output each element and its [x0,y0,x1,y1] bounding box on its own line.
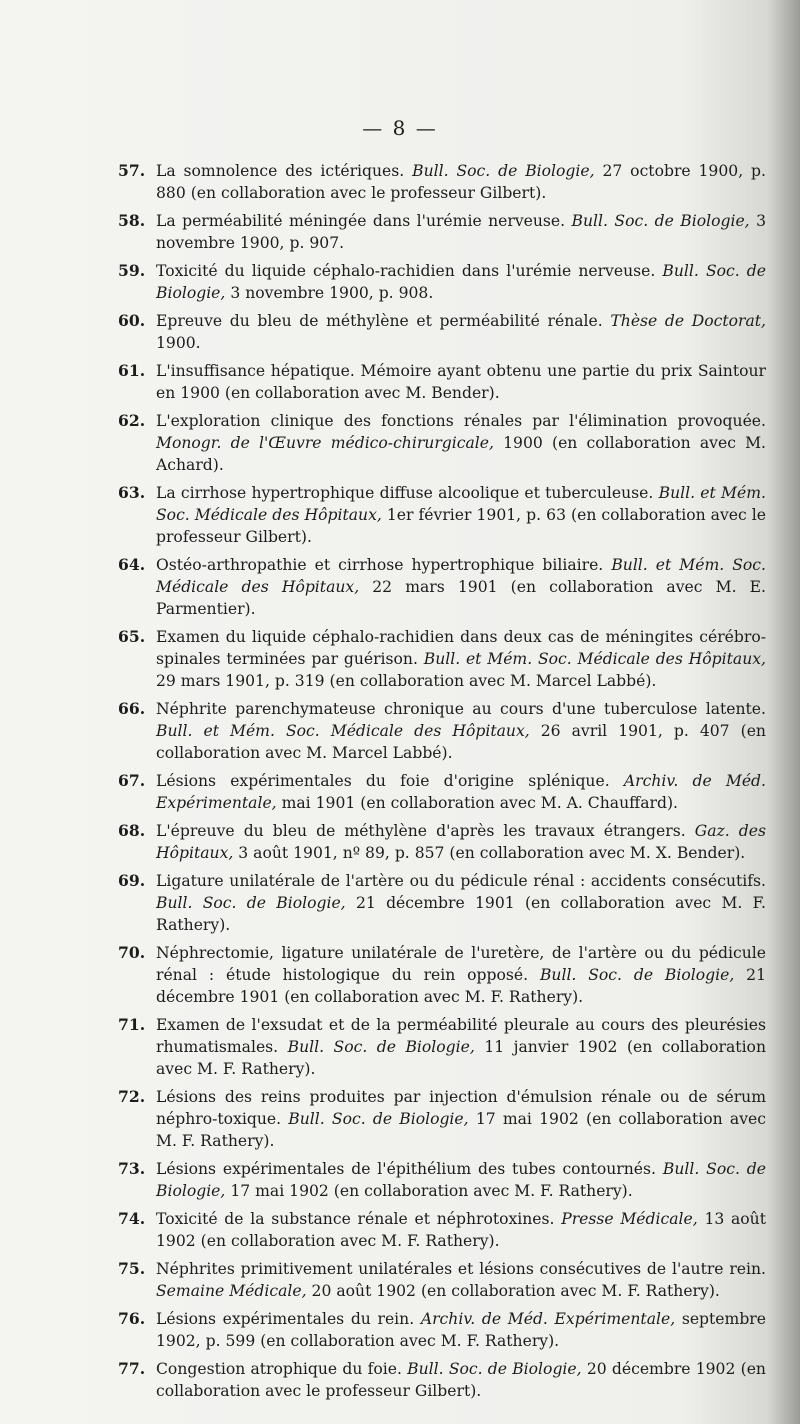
entry-number: 77. [118,1359,146,1378]
entry-number: 66. [118,699,146,718]
entry-details: 3 novembre 1900, p. 907. [156,212,766,252]
entry-source: Bull. Soc. de Biologie, [412,162,595,180]
entry-number: 61. [118,361,146,380]
bibliography-entry [118,410,766,476]
entry-title: L'exploration clinique des fonctions rénales par l'élimination provoquée. [156,412,766,430]
entry-title: Congestion atrophique du foie. [156,1360,402,1378]
entry-source: Bull. et Mém. Soc. Médicale des Hôpitaux, [156,556,766,596]
entry-source: Bull. Soc. de Biologie, [407,1360,582,1378]
bibliography-entry [118,554,766,620]
entry-number: 72. [118,1087,146,1106]
entry-number: 57. [118,161,146,180]
entry-source: Bull. Soc. de Biologie, [287,1038,475,1056]
entry-number: 60. [118,311,146,330]
entry-number: 65. [118,627,146,646]
entry-source: Bull. Soc. de Biologie, [156,262,766,302]
entry-title: La somnolence des ictériques. [156,162,405,180]
entry-title: Toxicité de la substance rénale et néphrotoxines. [156,1210,555,1228]
entry-source: Thèse de Doctorat, [610,312,766,330]
entry-number: 75. [118,1259,146,1278]
entry-details: mai 1901 (en collaboration avec M. A. Chauffard). [281,794,678,812]
bibliography-list [118,160,766,1408]
entry-source: Archiv. de Méd. Expérimentale, [420,1310,676,1328]
entry-title: Lésions expérimentales du foie d'origine splénique. [156,772,610,790]
entry-title: Lésions expérimentales du rein. [156,1310,415,1328]
bibliography-entry [118,260,766,304]
entry-details: septembre 1902, p. 599 (en collaboration avec M. F. Rathery). [156,1310,766,1350]
bibliography-entry [118,870,766,936]
bibliography-entry [118,1258,766,1302]
entry-number: 71. [118,1015,146,1034]
entry-source: Archiv. de Méd. Expérimentale, [156,772,766,812]
bibliography-entry [118,1086,766,1152]
bibliography-entry [118,698,766,764]
bibliography-entry [118,626,766,692]
bibliography-entry [118,820,766,864]
entry-title: Lésions des reins produites par injection d'émulsion rénale ou de sérum néphro-toxique. [156,1088,766,1128]
entry-source: Bull. et Mém. Soc. Médicale des Hôpitaux, [423,650,766,668]
entry-number: 68. [118,821,146,840]
bibliography-entry [118,310,766,354]
entry-details: 22 mars 1901 (en collaboration avec M. E. Parmentier). [156,578,766,618]
entry-source: Presse Médicale, [561,1210,698,1228]
bibliography-entry [118,1358,766,1402]
entry-source: Bull. Soc. de Biologie, [288,1110,469,1128]
entry-source: Monogr. de l'Œuvre médico-chirurgicale, [156,434,494,452]
entry-details: 20 août 1902 (en collaboration avec M. F. Rathery). [311,1282,720,1300]
entry-source: Bull. et Mém. Soc. Médicale des Hôpitaux, [156,722,530,740]
entry-details: 17 mai 1902 (en collaboration avec M. F. Rathery). [230,1182,633,1200]
entry-details: 21 décembre 1901 (en collaboration avec M. F. Rathery). [156,966,766,1006]
bibliography-entry [118,1158,766,1202]
entry-details: 1900 (en collaboration avec M. Achard). [156,434,767,474]
bibliography-entry [118,360,766,404]
entry-details: 1900. [156,334,201,352]
entry-details: 11 janvier 1902 (en collaboration avec M. F. Rathery). [156,1038,766,1078]
entry-number: 74. [118,1209,146,1228]
entry-number: 64. [118,555,146,574]
bibliography-entry [118,482,766,548]
entry-details: 1er février 1901, p. 63 (en collaboration avec le professeur Gilbert). [156,506,766,546]
entry-details: 3 novembre 1900, p. 908. [230,284,434,302]
entry-number: 73. [118,1159,146,1178]
entry-source: Gaz. des Hôpitaux, [156,822,766,862]
entry-number: 62. [118,411,146,430]
entry-number: 63. [118,483,146,502]
entry-source: Bull. Soc. de Biologie, [156,1160,766,1200]
entry-title: La cirrhose hypertrophique diffuse alcoolique et tuberculeuse. [156,484,654,502]
entry-title: Néphrectomie, ligature unilatérale de l'uretère, de l'artère ou du pédicule rénal : étude histologique du rein opposé. [156,944,766,984]
entry-number: 76. [118,1309,146,1328]
bibliography-entry [118,160,766,204]
entry-title: L'insuffisance hépatique. Mémoire ayant obtenu une partie du prix Saintour en 1900 (en collaboration avec M. Bender). [156,362,766,402]
entry-number: 70. [118,943,146,962]
entry-number: 69. [118,871,146,890]
entry-title: Examen de l'exsudat et de la perméabilité pleurale au cours des pleurésies rhumatismales. [156,1016,766,1056]
bibliography-entry [118,1308,766,1352]
entry-source: Bull. Soc. de Biologie, [571,212,750,230]
entry-title: Examen du liquide céphalo-rachidien dans deux cas de méningites cérébro-spinales terminées par guérison. [156,628,766,668]
entry-title: La perméabilité méningée dans l'urémie nerveuse. [156,212,566,230]
entry-title: Néphrite parenchymateuse chronique au cours d'une tuberculose latente. [156,700,766,718]
entry-number: 58. [118,211,146,230]
bibliography-entry [118,210,766,254]
entry-details: 27 octobre 1900, p. 880 (en collaboration avec le professeur Gilbert). [156,162,766,202]
entry-number: 67. [118,771,146,790]
entry-details: 29 mars 1901, p. 319 (en collaboration avec M. Marcel Labbé). [156,672,657,690]
entry-details: 21 décembre 1901 (en collaboration avec M. F. Rathery). [156,894,766,934]
entry-title: L'épreuve du bleu de méthylène d'après les travaux étrangers. [156,822,686,840]
bibliography-entry [118,942,766,1008]
entry-title: Epreuve du bleu de méthylène et perméabilité rénale. [156,312,603,330]
entry-details: 26 avril 1901, p. 407 (en collaboration avec M. Marcel Labbé). [156,722,766,762]
entry-title: Néphrites primitivement unilatérales et lésions consécutives de l'autre rein. [156,1260,766,1278]
entry-source: Bull. et Mém. Soc. Médicale des Hôpitaux, [156,484,766,524]
bibliography-entry [118,1208,766,1252]
entry-source: Bull. Soc. de Biologie, [539,966,735,984]
entry-details: 3 août 1901, nº 89, p. 857 (en collaboration avec M. X. Bender). [238,844,746,862]
page-number: — 8 — [362,116,438,140]
entry-number: 59. [118,261,146,280]
entry-title: Toxicité du liquide céphalo-rachidien dans l'urémie nerveuse. [156,262,656,280]
entry-details: 20 décembre 1902 (en collaboration avec le professeur Gilbert). [156,1360,766,1400]
bibliography-entry [118,770,766,814]
bibliography-entry [118,1014,766,1080]
entry-source: Semaine Médicale, [156,1282,307,1300]
entry-title: Ligature unilatérale de l'artère ou du pédicule rénal : accidents consécutifs. [156,872,766,890]
entry-title: Ostéo-arthropathie et cirrhose hypertrophique biliaire. [156,556,604,574]
entry-source: Bull. Soc. de Biologie, [156,894,346,912]
entry-details: 17 mai 1902 (en collaboration avec M. F. Rathery). [156,1110,766,1150]
entry-details: 13 août 1902 (en collaboration avec M. F. Rathery). [156,1210,766,1250]
entry-title: Lésions expérimentales de l'épithélium des tubes contournés. [156,1160,656,1178]
